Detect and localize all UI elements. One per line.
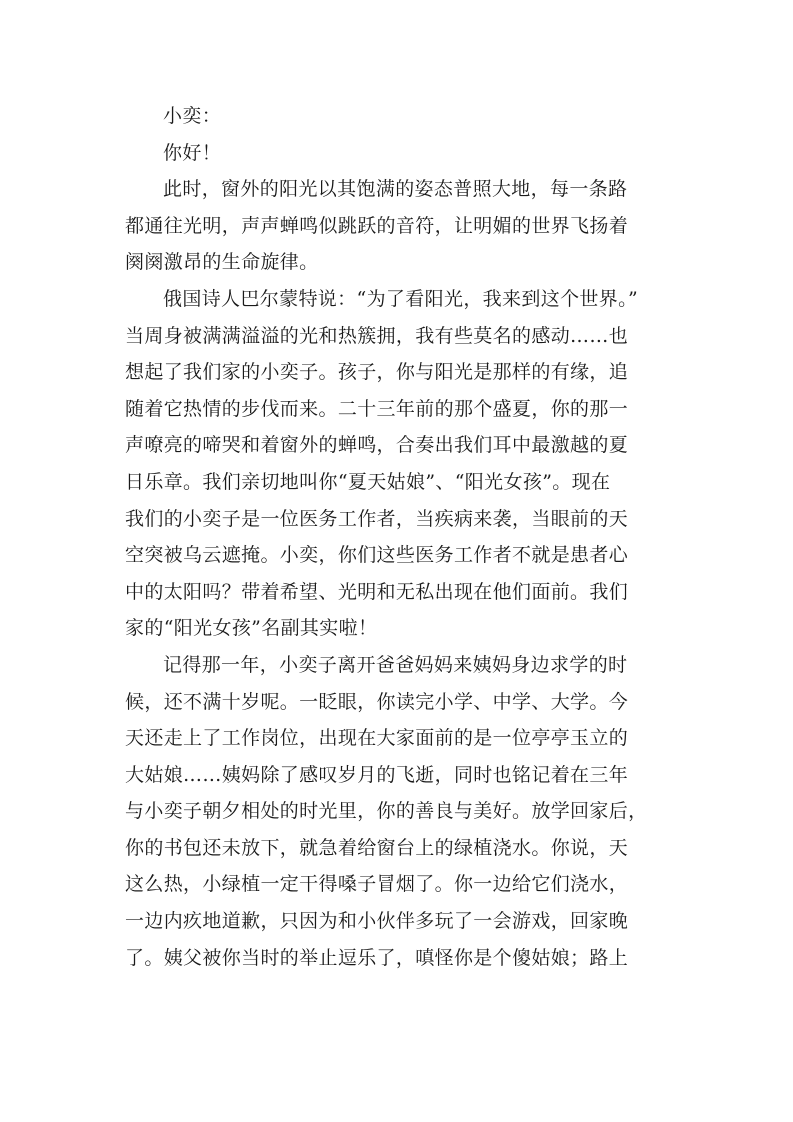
text-line: 俄国诗人巴尔蒙特说：“为了看阳光，我来到这个世界。”: [163, 287, 639, 310]
text-line: 了。姨父被你当时的举止逗乐了，嗔怪你是个傻姑娘；路上: [125, 946, 629, 969]
text-line: 想起了我们家的小奕子。孩子，你与阳光是那样的有缘，追: [125, 361, 629, 384]
text-line: 当周身被满满溢溢的光和热簇拥，我有些莫名的感动……也: [125, 324, 629, 347]
text-line: 阕阕激昂的生命旋律。: [125, 251, 319, 274]
greeting: 你好！: [163, 141, 222, 164]
text-line: 中的太阳吗？带着希望、光明和无私出现在他们面前。我们: [125, 580, 629, 603]
text-line: 随着它热情的步伐而来。二十三年前的那个盛夏，你的那一: [125, 397, 629, 420]
text-line: 记得那一年，小奕子离开爸爸妈妈来姨妈身边求学的时: [163, 653, 628, 676]
text-line: 一边内疚地道歉，只因为和小伙伴多玩了一会游戏，回家晚: [125, 910, 629, 933]
text-line: 与小奕子朝夕相处的时光里，你的善良与美好。放学回家后，: [125, 800, 648, 823]
text-line: 此时，窗外的阳光以其饱满的姿态普照大地，每一条路: [163, 178, 628, 201]
text-line: 都通往光明，声声蝉鸣似跳跃的音符，让明媚的世界飞扬着: [125, 214, 629, 237]
text-line: 我们的小奕子是一位医务工作者，当疾病来袭，当眼前的天: [125, 507, 629, 530]
text-line: 天还走上了工作岗位，出现在大家面前的是一位亭亭玉立的: [125, 727, 629, 750]
letter-body: [125, 98, 685, 976]
text-line: 大姑娘……姨妈除了感叹岁月的飞逝，同时也铭记着在三年: [125, 763, 629, 786]
text-line: 家的“阳光女孩”名副其实啦！: [125, 617, 378, 640]
text-line: 日乐章。我们亲切地叫你“夏天姑娘”、“阳光女孩”。现在: [125, 470, 611, 493]
text-line: 候，还不满十岁呢。一眨眼，你读完小学、中学、大学。今: [125, 690, 629, 713]
text-line: 你的书包还未放下，就急着给窗台上的绿植浇水。你说，天: [125, 836, 629, 859]
salutation: 小奕：: [163, 105, 222, 127]
text-line: 空突被乌云遮掩。小奕，你们这些医务工作者不就是患者心: [125, 544, 629, 567]
text-line: 这么热，小绿植一定干得嗓子冒烟了。你一边给它们浇水，: [125, 873, 629, 896]
text-line: 声嘹亮的啼哭和着窗外的蝉鸣，合奏出我们耳中最激越的夏: [125, 434, 629, 457]
